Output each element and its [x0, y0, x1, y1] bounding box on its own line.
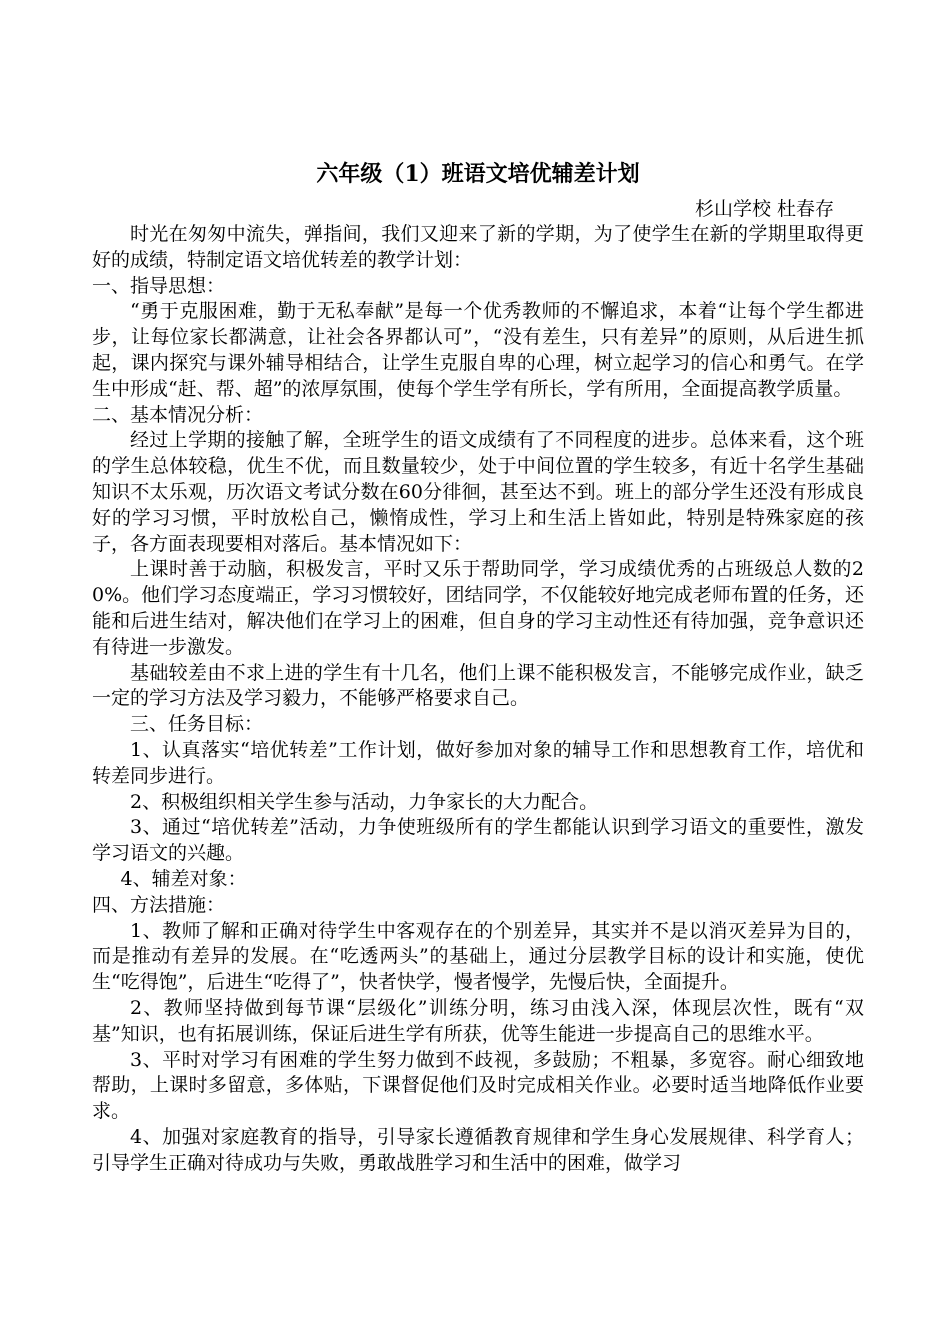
paragraph: 3、通过“培优转差”活动，力争使班级所有的学生都能认识到学习语文的重要性，激发学习语文的兴趣。	[92, 816, 864, 865]
paragraph: 经过上学期的接触了解，全班学生的语文成绩有了不同程度的进步。总体来看，这个班的学生总体较稳，优生不优，而且数量较少，处于中间位置的学生较多，有近十名学生基础知识不太乐观，历次语文考试分数在60分徘徊，甚至达不到。班上的部分学生还没有形成良好的学习习惯，平时放松自己，懒惰成性，学习上和生活上皆如此，特别是特殊家庭的孩子，各方面表现要相对落后。基本情况如下：	[92, 429, 864, 555]
author-line: 杉山学校 杜春存	[694, 198, 834, 220]
paragraph: 基础较差由不求上进的学生有十几名，他们上课不能积极发言，不能够完成作业，缺乏一定的学习方法及学习毅力，不能够严格要求自己。	[92, 661, 864, 710]
section-heading: 四、方法措施：	[92, 893, 226, 916]
paragraph: 时光在匆匆中流失，弹指间，我们又迎来了新的学期，为了使学生在新的学期里取得更好的成绩，特制定语文培优转差的教学计划：	[92, 223, 864, 271]
paragraph: “勇于克服困难，勤于无私奉献”是每一个优秀教师的不懈追求，本着“让每个学生都进步，让每位家长都满意，让社会各界都认可”，“没有差生，只有差异”的原则，从后进生抓起，课内探究与课外辅导相结合，让学生克服自卑的心理，树立起学习的信心和勇气。在学生中形成“赶、帮、超”的浓厚氛围，使每个学生学有所长，学有所用，全面提高教学质量。	[92, 300, 864, 400]
paragraph: 3、平时对学习有困难的学生努力做到不歧视，多鼓励；不粗暴，多宽容。耐心细致地帮助，上课时多留意，多体贴，下课督促他们及时完成相关作业。必要时适当地降低作业要求。	[92, 1048, 864, 1123]
paragraph: 三、任务目标：	[130, 713, 264, 736]
paragraph: 2、教师坚持做到每节课“层级化”训练分明，练习由浅入深，体现层次性，既有“双基”知识，也有拓展训练，保证后进生学有所获，优等生能进一步提高自己的思维水平。	[92, 996, 864, 1045]
document-body	[92, 222, 864, 1176]
paragraph: 4、加强对家庭教育的指导，引导家长遵循教育规律和学生身心发展规律、科学育人；引导学生正确对待成功与失败，勇敢战胜学习和生活中的困难，做学习	[92, 1125, 864, 1174]
document-title: 六年级（1）班语文培优辅差计划	[316, 161, 640, 187]
section-heading: 一、指导思想：	[92, 274, 226, 297]
paragraph: 1、教师了解和正确对待学生中客观存在的个别差异，其实并不是以消灭差异为目的，而是推动有差异的发展。在“吃透两头”的基础上，通过分层教学目标的设计和实施，使优生“吃得饱”，后进生“吃得了”，快者快学，慢者慢学，先慢后快，全面提升。	[92, 919, 864, 994]
paragraph: 1、认真落实“培优转差”工作计划，做好参加对象的辅导工作和思想教育工作，培优和转差同步进行。	[92, 738, 864, 787]
paragraph: 4、辅差对象：	[120, 867, 247, 890]
paragraph: 2、积极组织相关学生参与活动，力争家长的大力配合。	[130, 790, 599, 813]
document-page	[92, 152, 864, 1176]
section-heading: 二、基本情况分析：	[92, 403, 264, 426]
paragraph: 上课时善于动脑，积极发言，平时又乐于帮助同学，学习成绩优秀的占班级总人数的20%。他们学习态度端正，学习习惯较好，团结同学，不仅能较好地完成老师布置的任务，还能和后进生结对，解决他们在学习上的困难，但自身的学习主动性还有待加强，竞争意识还有待进一步激发。	[92, 558, 864, 658]
